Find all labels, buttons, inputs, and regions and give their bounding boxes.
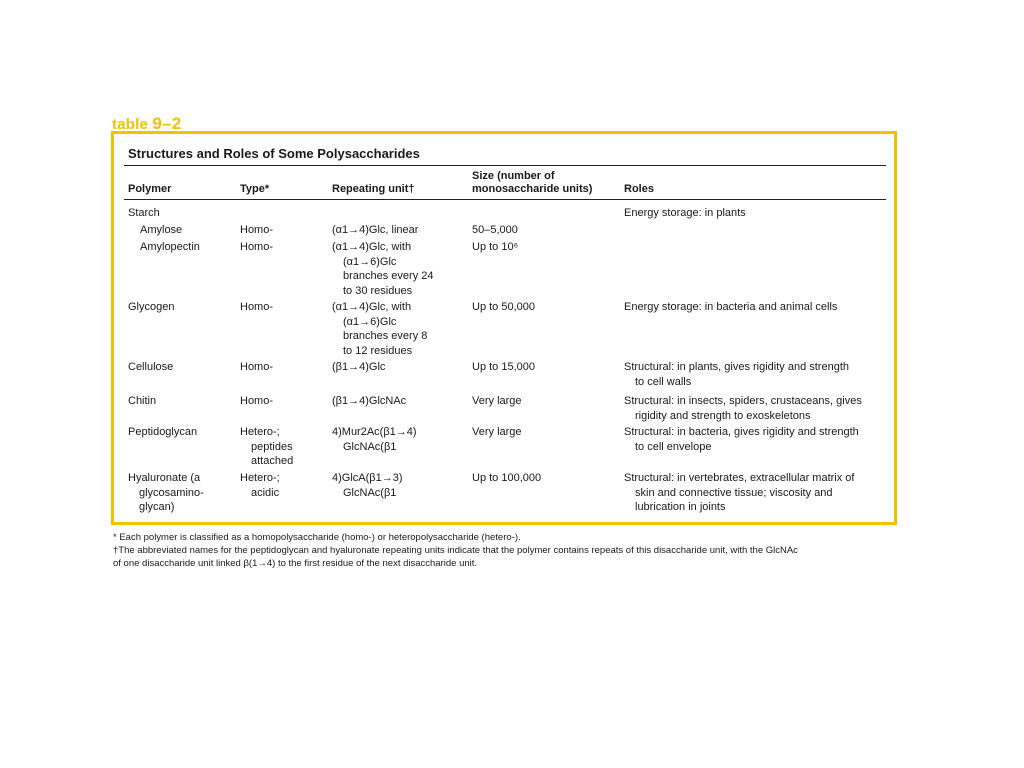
cell-polymer: Glycogen [128, 301, 175, 313]
cell-polymer: Cellulose [128, 361, 174, 373]
cell-size: 50–5,000 [472, 224, 518, 236]
header-type: Type* [240, 183, 270, 195]
table-title: Structures and Roles of Some Polysaccharides [128, 146, 420, 161]
cell-repeating-unit: (α1→4)Glc, linear [332, 224, 419, 236]
cell-roles: Structural: in bacteria, gives rigidity and strength to cell envelope [624, 426, 859, 453]
cell-roles: Structural: in plants, gives rigidity and strength to cell walls [624, 361, 850, 388]
cell-polymer: Peptidoglycan [128, 426, 198, 438]
cell-size: Very large [472, 395, 522, 407]
cell-repeating-unit: 4)Mur2Ac(β1→4) GlcNAc(β1 [332, 426, 417, 453]
cell-repeating-unit: (α1→4)Glc, with (α1→6)Glc branches every 24 to 30 residues [332, 241, 434, 297]
footnote-dagger-line-2: of one disaccharide unit linked β(1→4) to the first residue of the next disaccharide unit. [113, 558, 478, 569]
cell-repeating-unit: 4)GlcA(β1→3) GlcNAc(β1 [332, 472, 403, 499]
cell-size: Up to 100,000 [472, 472, 542, 484]
cell-polymer: Starch [128, 207, 160, 219]
cell-size: Very large [472, 426, 522, 438]
cell-type: Homo- [240, 224, 274, 236]
cell-size: Up to 50,000 [472, 301, 535, 313]
cell-roles: Energy storage: in bacteria and animal cells [624, 301, 838, 313]
cell-roles: Structural: in vertebrates, extracellular matrix of skin and connective tissue; viscosity and lubrication in joints [624, 472, 855, 513]
header-size: Size (number of monosaccharide units) [472, 170, 593, 195]
cell-polymer: Hyaluronate (a glycosamino- glycan) [128, 472, 204, 513]
cell-type: Homo- [240, 301, 274, 313]
cell-type: Homo- [240, 361, 274, 373]
cell-type: Homo- [240, 241, 274, 253]
cell-type: Hetero-; acidic [240, 472, 280, 499]
cell-repeating-unit: (α1→4)Glc, with (α1→6)Glc branches every 8 to 12 residues [332, 301, 428, 357]
cell-size: Up to 15,000 [472, 361, 535, 373]
cell-size: Up to 10⁶ [472, 241, 519, 253]
cell-type: Hetero-; peptides attached [240, 426, 294, 467]
cell-repeating-unit: (β1→4)Glc [332, 361, 386, 373]
table-footnotes [113, 531, 903, 570]
header-polymer: Polymer [128, 183, 172, 195]
cell-polymer: Amylopectin [140, 241, 200, 253]
header-rule [124, 199, 886, 200]
cell-polymer: Chitin [128, 395, 157, 407]
top-rule [124, 165, 886, 166]
header-repeating-unit: Repeating unit† [332, 183, 415, 195]
table-label-prefix: table [112, 116, 149, 133]
cell-roles: Structural: in insects, spiders, crustaceans, gives rigidity and strength to exoskeletons [624, 395, 862, 422]
cell-roles: Energy storage: in plants [624, 207, 746, 219]
table-label-number: 9–2 [152, 114, 182, 133]
cell-type: Homo- [240, 395, 274, 407]
footnote-star: * Each polymer is classified as a homopolysaccharide (homo-) or heteropolysaccharide (hetero-). [113, 532, 521, 543]
header-roles: Roles [624, 183, 654, 195]
cell-repeating-unit: (β1→4)GlcNAc [332, 395, 407, 407]
footnote-dagger-line-1: †The abbreviated names for the peptidoglycan and hyaluronate repeating units indicate that the polymer contains repeats of this disaccharide unit, with the GlcNAc [113, 545, 798, 556]
table-frame [111, 131, 897, 525]
cell-polymer: Amylose [140, 224, 183, 236]
